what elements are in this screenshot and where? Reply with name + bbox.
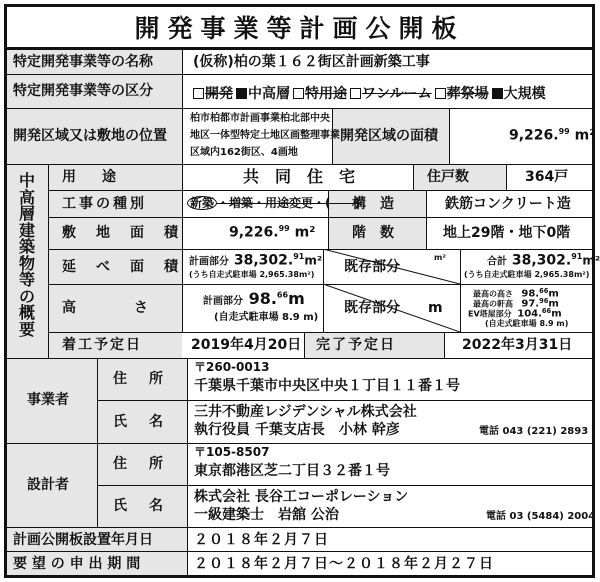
floors-value: 地上29階・地下0階 <box>443 225 571 241</box>
request-period-value: ２０１８年２月７日～２０１８年２月２７日 <box>194 556 494 572</box>
designer-name-line-2: 一級建築士 岩舘 公治 <box>194 507 339 523</box>
checked-box-icon <box>236 88 247 99</box>
site-area-label: 敷 地 面 積 <box>62 225 181 241</box>
business-name-label: 氏 名 <box>113 414 167 430</box>
business-address-label: 住 所 <box>113 371 167 387</box>
category-option-label: 中高層 <box>248 86 290 102</box>
existing-height-label: 既存部分 <box>344 300 400 316</box>
existing-floor-unit: m² <box>434 253 446 262</box>
site-area-value: 9,226.99 m² <box>229 224 316 241</box>
empty-box-icon <box>193 88 204 99</box>
notice-board <box>4 4 600 578</box>
existing-height-unit: m <box>428 300 443 316</box>
units-label: 住戸数 <box>427 169 469 185</box>
use-value: 共 同 住 宅 <box>243 167 356 186</box>
area-label: 開発区域の面積 <box>340 128 438 144</box>
checked-box-icon <box>492 88 503 99</box>
category-option-label: 葬祭場 <box>446 86 489 102</box>
empty-box-icon <box>435 88 446 99</box>
business-phone: 電話 043 (221) 2893 <box>479 426 589 437</box>
work-value: 新築 ・増築・用途変更・( ) <box>187 196 360 210</box>
category-option-label: 特用途 <box>305 86 347 102</box>
start-label: 着工予定日 <box>62 337 142 353</box>
designer-name-line-1: 株式会社 長谷工コーポレーション <box>194 489 409 505</box>
category-option-label: ワンルーム <box>362 86 432 102</box>
category-options <box>193 83 593 103</box>
location-line-1: 柏市柏都市計画事業柏北部中央 <box>190 113 330 124</box>
designer-name-label: 氏 名 <box>113 498 167 514</box>
location-line-3: 区域内162街区、4画地 <box>190 147 298 158</box>
total-floor-area: 合計 38,302.91m² <box>487 252 600 269</box>
max-eave: 最高の軒高 97.96m <box>473 297 559 310</box>
work-new-circled: 新築 <box>187 196 217 210</box>
designer-address-label: 住 所 <box>113 456 167 472</box>
business-name-line-2: 執行役員 千葉支店長 小林 幹彦 <box>194 422 400 438</box>
max-height: 最高の高さ 98.66m <box>473 287 559 300</box>
empty-box-icon <box>293 88 304 99</box>
location-label: 開発区域又は敷地の位置 <box>13 128 167 144</box>
plan-height-note: (自走式駐車場 8.9 m) <box>214 312 319 323</box>
existing-floor-label: 既存部分 <box>344 259 400 275</box>
name-value: (仮称)柏の葉１６２街区計画新築工事 <box>193 54 430 70</box>
floor-area-label: 延 べ 面 積 <box>62 259 181 275</box>
plan-floor-area: 計画部分 38,302.91m² <box>189 252 323 269</box>
designer-address: 東京都港区芝二丁目３２番１号 <box>194 463 390 479</box>
category-label: 特定開発事業等の区分 <box>13 83 153 99</box>
request-period-label: 要 望 の 申 出 期 間 <box>13 556 141 572</box>
category-option-label: 開発 <box>205 86 233 102</box>
location-line-2: 地区一体型特定土地区画整理事業 <box>190 130 340 141</box>
business-name-line-1: 三井不動産レジデンシャル株式会社 <box>194 404 417 420</box>
building-section-label: 中高層建築物等の概要 <box>18 171 35 339</box>
plan-height: 計画部分 98.66m <box>203 289 305 308</box>
category-option <box>193 86 233 102</box>
area-value: 9,226.99 m² <box>509 127 596 144</box>
complete-value: 2022年3月31日 <box>462 337 573 353</box>
business-postal: 〒260-0013 <box>194 360 270 374</box>
business-address: 千葉県千葉市中央区中央１丁目１１番１号 <box>194 378 460 394</box>
category-option-label: 大規模 <box>503 86 546 102</box>
install-date-label: 計画公開板設置年月日 <box>13 532 153 548</box>
category-option <box>350 86 432 102</box>
board-title: 開発事業等計画公開板 <box>7 7 592 49</box>
category-option <box>236 86 290 102</box>
floors-label: 階 数 <box>352 225 394 241</box>
category-option <box>435 86 489 102</box>
units-value: 364戸 <box>525 169 569 185</box>
plan-floor-area-note: (うち自走式駐車場 2,965.38m²) <box>189 270 315 279</box>
designer-label: 設計者 <box>27 477 69 493</box>
work-label: 工事の種別 <box>62 196 147 212</box>
designer-phone: 電話 03 (5484) 2004 <box>486 511 596 522</box>
start-value: 2019年4月20日 <box>191 337 302 353</box>
ev-height: EV塔屋部分 104.66m <box>468 307 562 320</box>
category-option <box>293 86 347 102</box>
structure-label: 構 造 <box>352 196 394 212</box>
structure-value: 鉄筋コンクリート造 <box>445 196 571 212</box>
designer-postal: 〒105-8507 <box>194 445 270 459</box>
total-floor-area-note: (うち自走式駐車場 2,965.38m²) <box>464 270 590 279</box>
complete-label: 完了予定日 <box>316 337 396 353</box>
height-total-note: (自走式駐車場 8.9 m) <box>485 319 569 328</box>
category-option <box>492 86 546 102</box>
height-label: 高 さ <box>62 300 152 316</box>
name-label: 特定開発事業等の名称 <box>13 54 153 70</box>
use-label: 用 途 <box>62 169 122 185</box>
empty-box-icon <box>350 88 361 99</box>
install-date-value: ２０１８年２月７日 <box>194 532 329 548</box>
business-label: 事業者 <box>27 392 69 408</box>
